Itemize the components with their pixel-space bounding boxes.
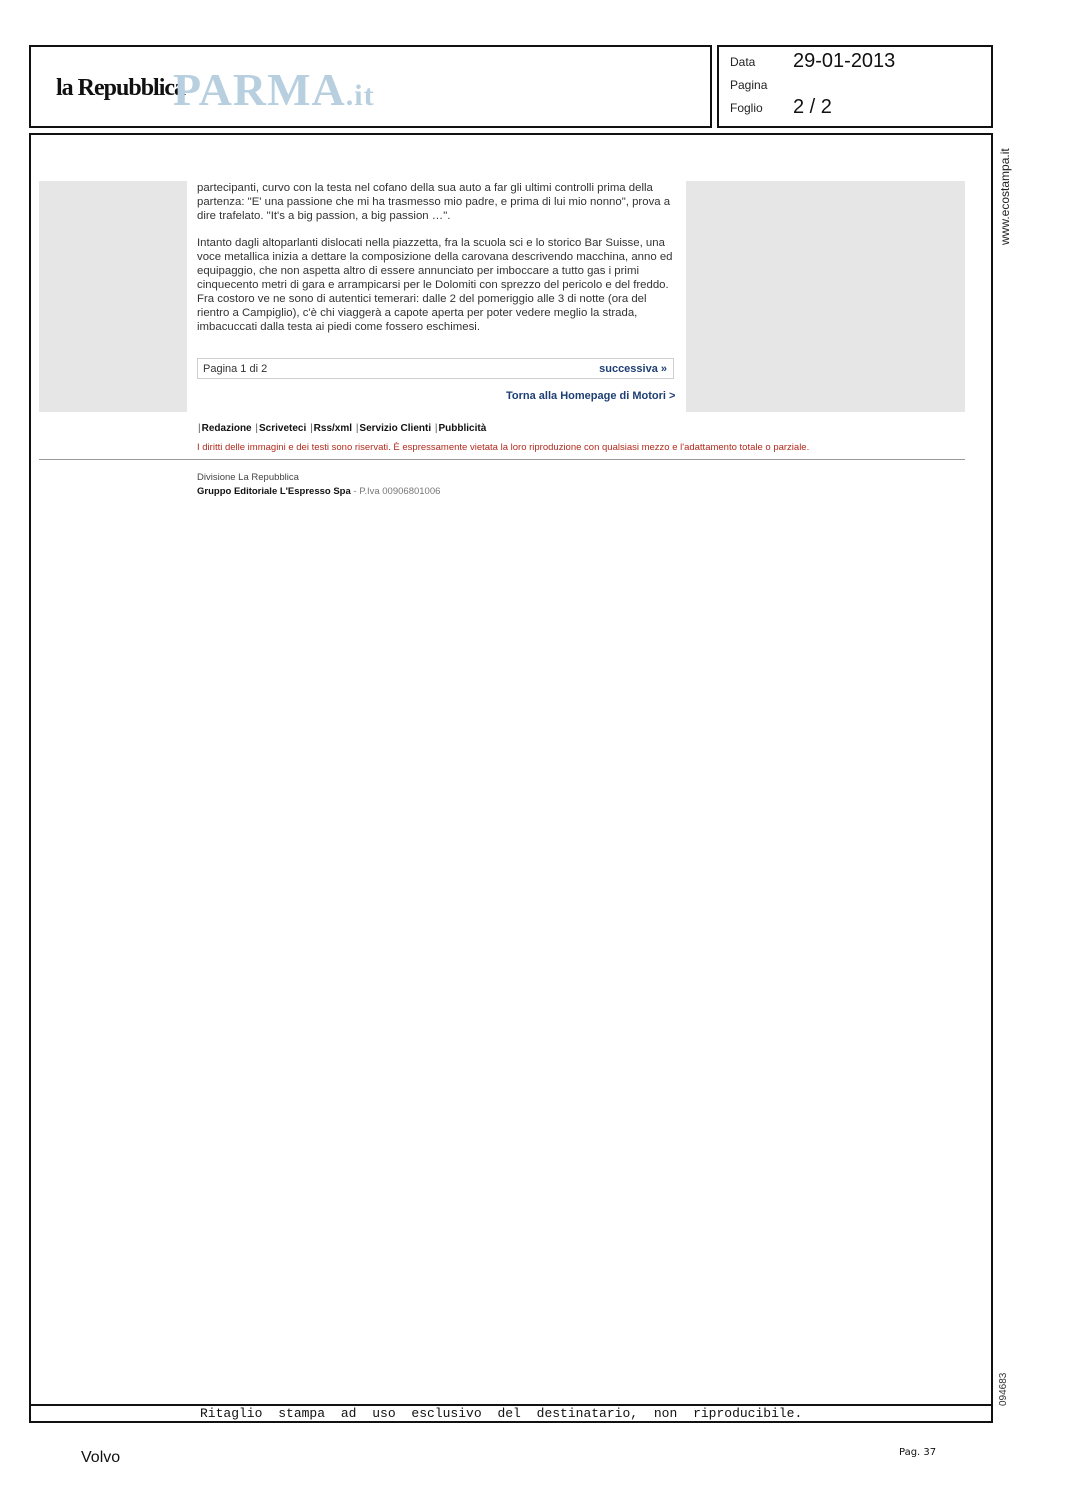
publisher-line: [197, 486, 440, 497]
nav-link-scriveteci[interactable]: Scriveteci: [259, 423, 307, 434]
pagination-bar: [197, 358, 674, 379]
data-value: 29-01-2013: [793, 50, 896, 72]
nav-link-rss[interactable]: Rss/xml: [313, 423, 353, 434]
parma-logo: [173, 63, 375, 116]
parma-logo-text: PARMA: [173, 64, 346, 115]
nav-link-redazione[interactable]: Redazione: [201, 423, 252, 434]
clipping-meta-box: [717, 45, 993, 128]
client-name: Volvo: [81, 1449, 121, 1466]
parma-logo-suffix: .it: [345, 79, 375, 112]
clipping-notice: Ritaglio stampa ad uso esclusivo del destinatario, non riproducibile.: [200, 1406, 803, 1421]
repubblica-logo: la Repubblica: [56, 75, 186, 101]
side-url-text: www.ecostampa.it: [998, 148, 1012, 245]
rights-notice: I diritti delle immagini e dei testi sono riservati. È espressamente vietata la loro riproduzione con qualsiasi mezzo e l'adattamento totale o parziale.: [197, 442, 810, 453]
back-to-motori-link[interactable]: Torna alla Homepage di Motori >: [506, 390, 676, 402]
right-sidebar-panel: [686, 181, 965, 412]
footer-nav: |Redazione |Scriveteci |Rss/xml |Servizio Clienti |Pubblicità: [198, 423, 487, 434]
side-url: [998, 145, 1012, 255]
article-paragraph: partecipanti, curvo con la testa nel cofano della sua auto a far gli ultimi controlli prima della partenza: "E' una passione che mi ha trasmesso mio padre, e prima di lui mio nonno", prova a dire trafelato. "It's a big passion, a big passion …".: [197, 182, 671, 222]
foglio-value: 2 / 2: [793, 96, 832, 118]
footer-divider: [39, 459, 965, 460]
side-code: [998, 1368, 1012, 1408]
publisher-name: Gruppo Editoriale L'Espresso Spa: [197, 486, 351, 497]
vat-number: - P.Iva 00906801006: [350, 486, 441, 497]
nav-link-servizio-clienti[interactable]: Servizio Clienti: [359, 423, 432, 434]
article-body: [197, 181, 677, 347]
division-label: Divisione La Repubblica: [197, 472, 299, 483]
next-page-link[interactable]: successiva »: [599, 363, 667, 375]
nav-link-pubblicita[interactable]: Pubblicità: [438, 423, 487, 434]
pagina-label: Pagina: [730, 78, 768, 92]
data-label: Data: [730, 55, 756, 69]
masthead-box: [29, 45, 712, 128]
left-sidebar-panel: [39, 181, 187, 412]
side-code-text: 094683: [998, 1372, 1009, 1406]
pagination-label: Pagina 1 di 2: [203, 363, 268, 375]
article-paragraph: Intanto dagli altoparlanti dislocati nella piazzetta, fra la scuola sci e lo storico Bar Suisse, una voce metallica inizia a dettare la composizione della carovana descrivendo macchina, anno ed equipaggio, che non aspetta altro di essere annunciato per imboccare a tutto gas i primi cinquecento metri di gara e arrampicarsi per le Dolomiti con sprezzo del pericolo e del freddo. Fra costoro ve ne sono di autentici temerari: dalle 2 del pomeriggio alle 3 di notte (ora del rientro a Campiglio), c'è chi viaggerà a capote aperta per poter vedere meglio la strada, imbacuccati dalla testa ai piedi come fossero eschimesi.: [197, 237, 673, 333]
foglio-label: Foglio: [730, 101, 763, 115]
page-number: Pag. 37: [899, 1447, 937, 1458]
